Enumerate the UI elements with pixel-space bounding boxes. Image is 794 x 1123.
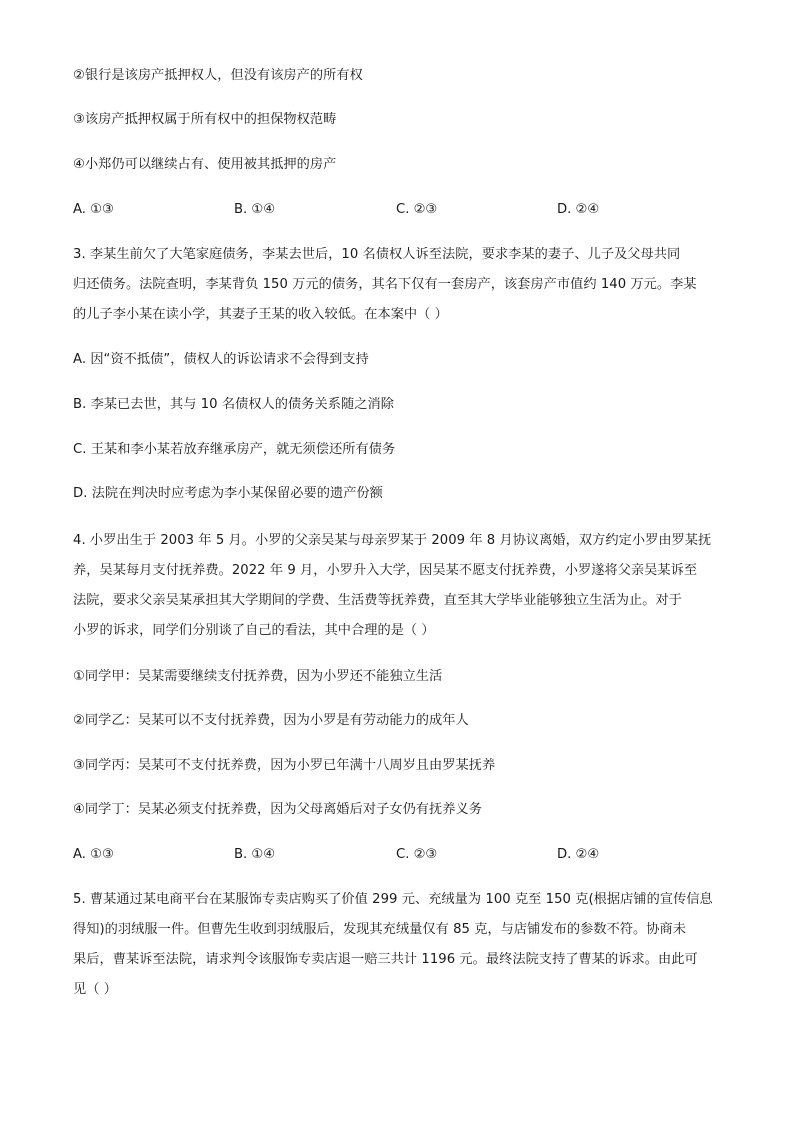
- choice-b[interactable]: B. ①④: [234, 847, 276, 862]
- q4-stem-line-4: 小罗的诉求，同学们分别谈了自己的看法，其中合理的是（ ）: [73, 623, 435, 638]
- q4-statement-2: ②同学乙：吴某可以不支付抚养费，因为小罗是有劳动能力的成年人: [73, 713, 469, 728]
- choice-a[interactable]: A. ①③: [73, 847, 114, 862]
- statement-3: ③该房产抵押权属于所有权中的担保物权范畴: [73, 112, 337, 127]
- q5-stem-line-4: 见（ ）: [73, 982, 117, 997]
- q4-statement-1: ①同学甲：吴某需要继续支付抚养费，因为小罗还不能独立生活: [73, 669, 443, 684]
- choice-c[interactable]: C. ②③: [396, 847, 438, 862]
- q4-statement-4: ④同学丁：吴某必须支付抚养费，因为父母离婚后对子女仍有抚养义务: [73, 802, 482, 817]
- choice-d[interactable]: D. ②④: [557, 847, 600, 862]
- statement-2: ②银行是该房产抵押权人，但没有该房产的所有权: [73, 68, 363, 83]
- q4-stem-line-2: 养，吴某每月支付抚养费。2022 年 9 月，小罗升入大学，因吴某不愿支付抚养费，小罗遂将父亲吴某诉至: [73, 563, 698, 578]
- q4-choices: [73, 845, 773, 865]
- statement-4: ④小郑仍可以继续占有、使用被其抵押的房产: [73, 157, 337, 172]
- choice-c[interactable]: C. ②③: [396, 202, 438, 217]
- q4-stem-line-1: 4. 小罗出生于 2003 年 5 月。小罗的父亲吴某与母亲罗某于 2009 年 8 月协议离婚，双方约定小罗由罗某抚: [73, 533, 712, 548]
- choice-d[interactable]: D. ②④: [557, 202, 600, 217]
- q3-stem-line-1: 3. 李某生前欠了大笔家庭债务，李某去世后，10 名债权人诉至法院，要求李某的妻子、儿子及父母共同: [73, 247, 681, 262]
- q4-statement-3: ③同学丙：吴某可不支付抚养费，因为小罗已年满十八周岁且由罗某抚养: [73, 758, 496, 773]
- q3-option-d[interactable]: D. 法院在判决时应考虑为李小某保留必要的遗产份额: [73, 486, 383, 501]
- choice-a[interactable]: A. ①③: [73, 202, 114, 217]
- choice-b[interactable]: B. ①④: [234, 202, 276, 217]
- q3-stem-line-3: 的儿子李小某在读小学，其妻子王某的收入较低。在本案中（ ）: [73, 307, 448, 322]
- q2-choices: [73, 200, 773, 220]
- q3-stem-line-2: 归还债务。法院查明，李某背负 150 万元的债务，其名下仅有一套房产，该套房产市值约 140 万元。李某: [73, 277, 697, 292]
- q3-option-a[interactable]: A. 因“资不抵债”，债权人的诉讼请求不会得到支持: [73, 352, 369, 367]
- q4-stem-line-3: 法院，要求父亲吴某承担其大学期间的学费、生活费等抚养费，直至其大学毕业能够独立生活为止。对于: [73, 593, 682, 608]
- q3-option-b[interactable]: B. 李某已去世，其与 10 名债权人的债务关系随之消除: [73, 397, 394, 412]
- q5-stem-line-3: 果后，曹某诉至法院，请求判令该服饰专卖店退一赔三共计 1196 元。最终法院支持了曹某的诉求。由此可: [73, 952, 698, 967]
- q3-option-c[interactable]: C. 王某和李小某若放弃继承房产，就无须偿还所有债务: [73, 442, 396, 457]
- q5-stem-line-2: 得知)的羽绒服一件。但曹先生收到羽绒服后，发现其充绒量仅有 85 克，与店铺发布的参数不符。协商未: [73, 922, 687, 937]
- q5-stem-line-1: 5. 曹某通过某电商平台在某服饰专卖店购买了价值 299 元、充绒量为 100 克至 150 克(根据店铺的宣传信息: [73, 892, 713, 907]
